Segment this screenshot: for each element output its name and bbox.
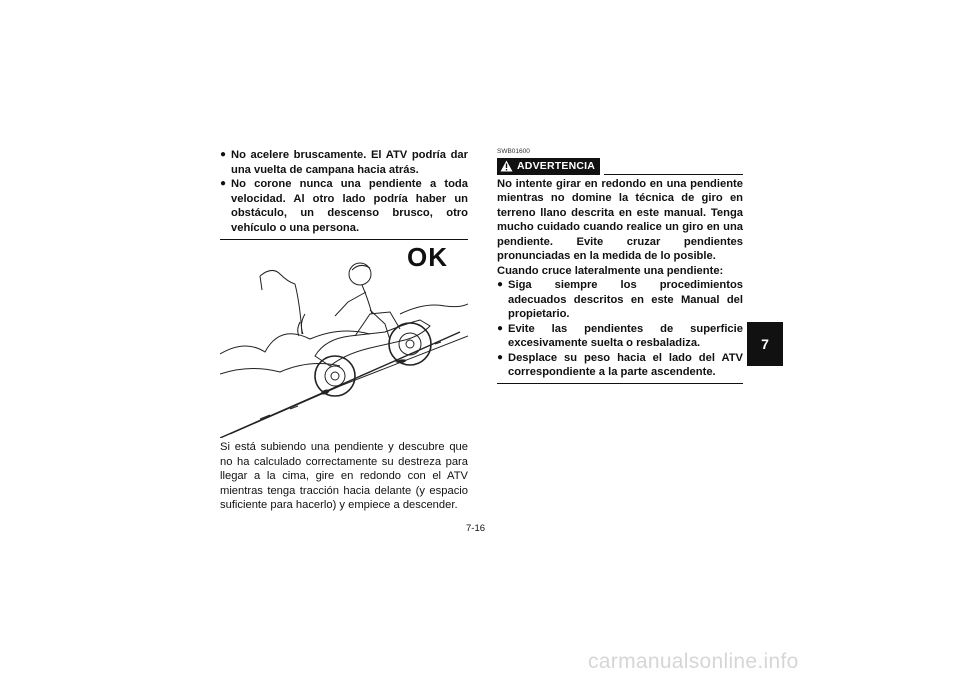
warning-text: No intente girar en redondo en una pendiente mientras no domine la técnica de giro en terreno llano descrita en este manual. Tenga mucho cuidado cuando realice un giro en una pendiente. Evite cruzar pendientes pronunciadas en la medida de lo posible.	[497, 177, 743, 262]
page-number: 7-16	[466, 523, 486, 534]
watermark: carmanualsonline.info	[588, 650, 799, 673]
bullet-icon: ●	[497, 279, 504, 290]
warning-badge	[497, 158, 600, 175]
warning-triangle-icon	[500, 160, 513, 172]
chapter-tab: 7	[747, 322, 783, 366]
bullet-icon: ●	[220, 178, 227, 189]
bullet-item: ● Siga siempre los procedimientos adecuados descritos en este Manual del propietario.	[497, 279, 743, 320]
atv-climbing-illustration	[220, 244, 468, 438]
right-column	[497, 148, 743, 384]
atv-hill-drawing	[220, 244, 468, 438]
bullet-item: ● No acelere bruscamente. El ATV podría dar una vuelta de campana hacia atrás.	[220, 149, 468, 176]
warning-code: SWB01600	[497, 148, 530, 155]
bullet-item: ● No corone nunca una pendiente a toda velocidad. Al otro lado podría haber un obstáculo, un descenso brusco, otro vehículo o una persona.	[220, 178, 468, 234]
bullet-icon: ●	[497, 322, 504, 334]
bullet-icon: ●	[220, 149, 227, 160]
warning-subheading: Cuando cruce lateralmente una pendiente:	[497, 264, 724, 277]
warning-header	[497, 158, 743, 175]
bullet-item: ● Desplace su peso hacia el lado del ATV correspondiente a la parte ascendente.	[497, 351, 743, 378]
bullet-icon: ●	[497, 351, 504, 363]
warning-rule	[604, 173, 743, 175]
left-column	[220, 148, 468, 513]
section-rule	[220, 239, 468, 240]
bullet-item: ● Evite las pendientes de superficie excesivamente suelta o resbaladiza.	[497, 322, 743, 349]
ok-label: OK	[407, 242, 448, 272]
warning-end-rule	[497, 383, 743, 384]
body-paragraph: Si está subiendo una pendiente y descubre que no ha calculado correctamente su destreza para llegar a la cima, gire en redondo con el ATV mientras tenga tracción hacia delante (y espacio suficiente para hacerlo) y empiece a descender.	[220, 441, 468, 511]
warning-label: ADVERTENCIA	[517, 160, 596, 172]
